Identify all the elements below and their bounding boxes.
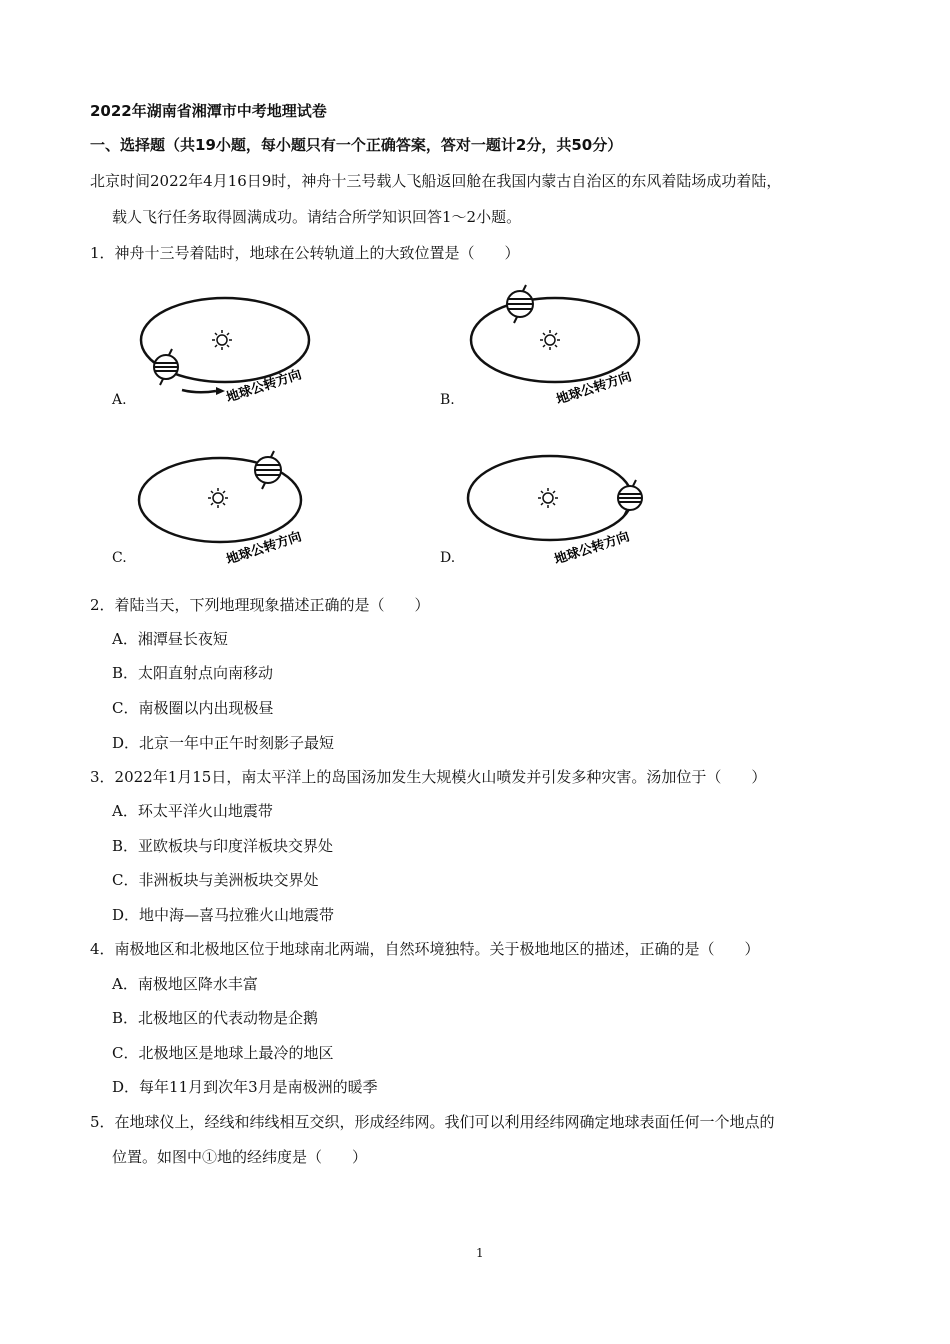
sun-icon	[208, 488, 228, 508]
fig-b-label: B.	[440, 392, 455, 408]
question-3-option-c: C．非洲板块与美洲板块交界处	[112, 871, 319, 889]
question-2-stem: 2．着陆当天，下列地理现象描述正确的是（ ）	[90, 596, 430, 614]
fig-a-label: A.	[112, 392, 127, 408]
question-2-option-a: A．湘潭昼长夜短	[112, 630, 228, 648]
intro-line-2: 载人飞行任务取得圆满成功。请结合所学知识回答1～2小题。	[112, 208, 522, 226]
fig-a-caption: 地球公转方向	[224, 367, 304, 406]
fig-c-label: C.	[112, 550, 127, 566]
question-4-option-a: A．南极地区降水丰富	[112, 975, 258, 993]
sun-icon	[540, 330, 560, 350]
question-2-option-c: C．南极圈以内出现极昼	[112, 699, 274, 717]
orbit-direction-arrow-icon	[182, 387, 225, 395]
question-4-option-b: B．北极地区的代表动物是企鹅	[112, 1009, 319, 1027]
sun-icon	[212, 330, 232, 350]
question-2-option-b: B．太阳直射点向南移动	[112, 664, 274, 682]
sun-icon	[538, 488, 558, 508]
orbit-diagram-c	[130, 440, 330, 580]
question-4-stem: 4．南极地区和北极地区位于地球南北两端，自然环境独特。关于极地地区的描述，正确的是（ ）	[90, 940, 760, 958]
page-number: 1	[476, 1246, 484, 1260]
orbit-ellipse	[468, 456, 632, 540]
fig-b-caption: 地球公转方向	[554, 369, 634, 408]
fig-c-caption: 地球公转方向	[224, 529, 304, 568]
question-4-option-c: C．北极地区是地球上最冷的地区	[112, 1044, 334, 1062]
question-5-stem-line-1: 5．在地球仪上，经线和纬线相互交织，形成经纬网。我们可以利用经纬网确定地球表面任何一个地点的	[90, 1113, 775, 1131]
earth-icon	[507, 285, 533, 323]
question-3-option-d: D．地中海—喜马拉雅火山地震带	[112, 906, 335, 924]
section-heading: 一、选择题（共19小题，每小题只有一个正确答案，答对一题计2分，共50分）	[90, 136, 623, 154]
intro-line-1: 北京时间2022年4月16日9时，神舟十三号载人飞船返回舱在我国内蒙古自治区的东风着陆场成功着陆，	[90, 172, 782, 190]
earth-icon	[255, 451, 281, 489]
question-2-option-d: D．北京一年中正午时刻影子最短	[112, 734, 335, 752]
question-5-stem-line-2: 位置。如图中①地的经纬度是（ ）	[112, 1148, 368, 1166]
question-3-option-b: B．亚欧板块与印度洋板块交界处	[112, 837, 334, 855]
page-title: 2022年湖南省湘潭市中考地理试卷	[90, 102, 327, 120]
question-3-option-a: A．环太平洋火山地震带	[112, 802, 273, 820]
fig-d-caption: 地球公转方向	[552, 529, 632, 568]
earth-icon	[154, 349, 178, 385]
question-4-option-d: D．每年11月到次年3月是南极洲的暖季	[112, 1078, 378, 1096]
fig-d-label: D.	[440, 550, 456, 566]
orbit-diagram-d	[460, 440, 660, 580]
earth-icon	[618, 480, 642, 516]
orbit-diagram-b	[460, 280, 660, 420]
question-3-stem: 3．2022年1月15日，南太平洋上的岛国汤加发生大规模火山喷发并引发多种灾害。汤加位于（ ）	[90, 768, 767, 786]
orbit-diagram-a	[130, 290, 330, 420]
question-1-stem: 1．神舟十三号着陆时，地球在公转轨道上的大致位置是（ ）	[90, 244, 520, 262]
